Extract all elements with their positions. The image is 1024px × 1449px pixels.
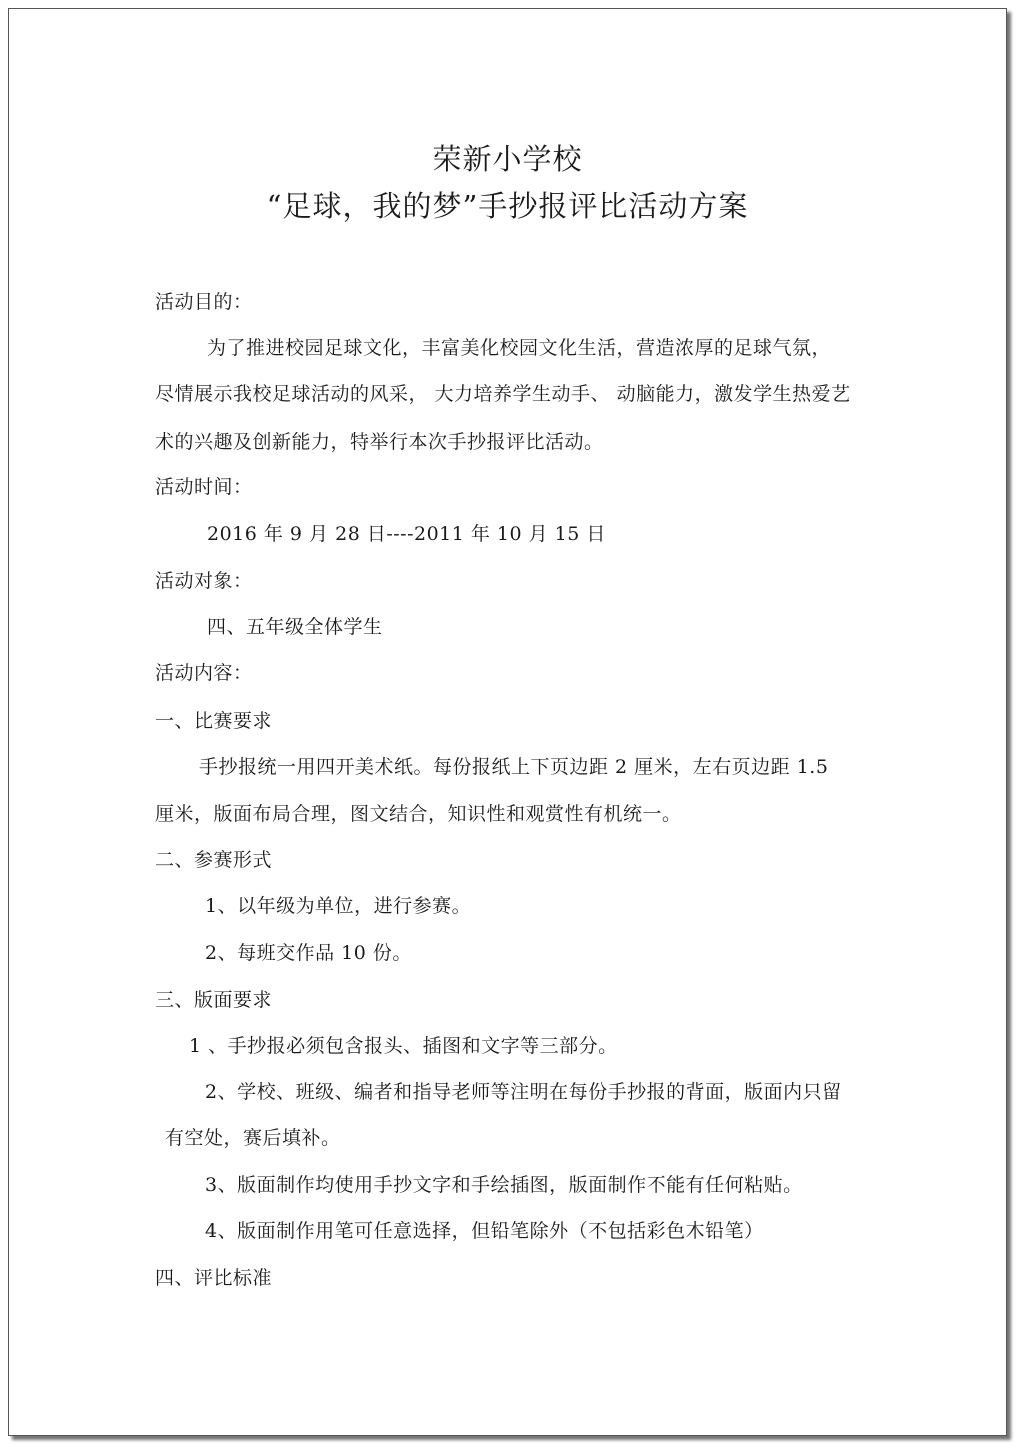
list-item: 4、版面制作用笔可任意选择，但铅笔除外（不包括彩色木铅笔） (205, 1220, 764, 1242)
list-item: 3、版面制作均使用手抄文字和手绘插图，版面制作不能有任何粘贴。 (205, 1174, 803, 1196)
section-heading: 一、比赛要求 (155, 710, 273, 732)
purpose-line: 为了推进校园足球文化，丰富美化校园文化生活，营造浓厚的足球气氛， (207, 337, 832, 359)
school-name: 荣新小学校 (432, 142, 583, 176)
content-heading: 活动内容： (155, 662, 253, 684)
section-paragraph-line: 手抄报统一用四开美术纸。每份报纸上下页边距 2 厘米，左右页边距 1.5 (199, 756, 829, 778)
purpose-heading: 活动目的： (155, 291, 253, 313)
document-page (8, 8, 1007, 1436)
document-title: “足球，我的梦”手抄报评比活动方案 (266, 189, 749, 223)
section-paragraph-line: 厘米，版面布局合理，图文结合，知识性和观赏性有机统一。 (155, 803, 682, 825)
list-item: 1、以年级为单位，进行参赛。 (205, 895, 472, 917)
list-item: 2、每班交作品 10 份。 (205, 942, 412, 964)
section-heading: 二、参赛形式 (155, 849, 273, 871)
target-heading: 活动对象： (155, 570, 253, 592)
list-item-continuation: 有空处，赛后填补。 (165, 1127, 341, 1149)
section-heading: 三、版面要求 (155, 989, 273, 1011)
time-heading: 活动时间： (155, 476, 253, 498)
purpose-line: 术的兴趣及创新能力，特举行本次手抄报评比活动。 (155, 431, 604, 453)
purpose-line: 尽情展示我校足球活动的风采， 大力培养学生动手、 动脑能力，激发学生热爱艺 (155, 383, 851, 405)
section-heading: 四、评比标准 (155, 1267, 273, 1289)
list-item: 2、学校、班级、编者和指导老师等注明在每份手抄报的背面，版面内只留 (205, 1081, 842, 1103)
time-value: 2016 年 9 月 28 日----2011 年 10 月 15 日 (207, 523, 606, 545)
target-value: 四、五年级全体学生 (207, 616, 383, 638)
list-item: 1 、手抄报必须包含报头、插图和文字等三部分。 (189, 1035, 618, 1057)
